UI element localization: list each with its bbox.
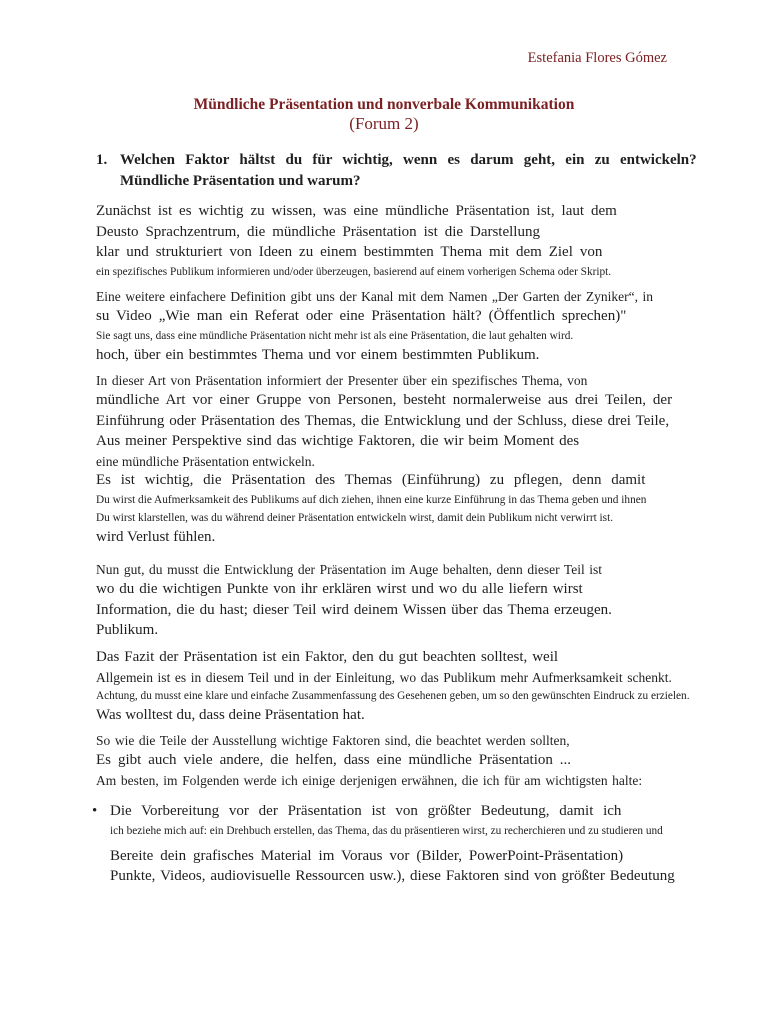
text-line: Es ist wichtig, die Präsentation des Themas (Einführung) zu pflegen, denn damit: [96, 472, 646, 488]
text-line: mündliche Art vor einer Gruppe von Personen, besteht normalerweise aus drei Teilen, der: [96, 392, 673, 408]
question-line-1: [96, 150, 697, 171]
text-line: Zunächst ist es wichtig zu wissen, was eine mündliche Präsentation ist, laut dem: [96, 203, 617, 219]
text-line: Punkte, Videos, audiovisuelle Ressourcen usw.), diese Faktoren sind von größter Bedeutung: [110, 868, 675, 884]
text-line: Sie sagt uns, dass eine mündliche Präsentation nicht mehr ist als eine Präsentation, die laut gehalten wird.: [96, 329, 574, 342]
text-line: eine mündliche Präsentation entwickeln.: [96, 453, 315, 469]
text-line: ich beziehe mich auf: ein Drehbuch erstellen, das Thema, das du präsentieren wirst, zu recherchieren und zu studieren und: [110, 824, 663, 837]
question-text: Welchen Faktor hältst du für wichtig, wenn es darum geht, ein zu entwickeln?: [120, 152, 697, 168]
text-line: ein spezifisches Publikum informieren und/oder überzeugen, basierend auf einem vorherigen Schema oder Skript.: [96, 265, 612, 278]
text-line: Aus meiner Perspektive sind das wichtige Faktoren, die wir beim Moment des: [96, 433, 580, 449]
paragraph-fazit: [96, 647, 688, 725]
text-line: Einführung oder Präsentation des Themas, die Entwicklung und der Schluss, diese drei Teile,: [96, 412, 670, 429]
text-line: So wie die Teile der Ausstellung wichtige Faktoren sind, die beachtet werden sollten,: [96, 733, 570, 748]
paragraph-drei-teile: [96, 371, 688, 471]
bullet-text: [110, 801, 688, 887]
text-line: Allgemein ist es in diesem Teil und in der Einleitung, wo das Publikum mehr Aufmerksamkeit schenkt.: [96, 669, 672, 685]
text-line: Information, die du hast; dieser Teil wird deinem Wissen über das Thema erzeugen.: [96, 601, 612, 618]
text-line: Was wolltest du, dass deine Präsentation hat.: [96, 706, 365, 723]
text-line: Deusto Sprachzentrum, die mündliche Präsentation ist die Darstellung: [96, 223, 540, 240]
text-line: In dieser Art von Präsentation informiert der Presenter über ein spezifisches Thema, von: [96, 373, 588, 388]
question-number: 1.: [96, 152, 108, 168]
text-line: Eine weitere einfachere Definition gibt uns der Kanal mit dem Namen „Der Garten der Zyniker“, in: [96, 289, 654, 304]
text-line: Es gibt auch viele andere, die helfen, dass eine mündliche Präsentation ...: [96, 752, 572, 768]
text-line: Nun gut, du musst die Entwicklung der Präsentation im Auge behalten, denn dieser Teil ist: [96, 562, 603, 577]
bullet-marker: •: [92, 803, 98, 819]
text-line: Du wirst klarstellen, was du während deiner Präsentation entwickeln wirst, damit dein Publikum nicht verwirrt ist.: [96, 511, 614, 524]
paragraph-weitere-faktoren: [96, 731, 688, 790]
text-line: Du wirst die Aufmerksamkeit des Publikums auf dich ziehen, ihnen eine kurze Einführung in das Thema geben und ihnen: [96, 493, 647, 506]
text-line: Achtung, du musst eine klare und einfache Zusammenfassung des Gesehenen geben, um so den gewünschten Eindruck zu erzielen.: [96, 689, 690, 702]
text-line: Die Vorbereitung vor der Präsentation ist von größter Bedeutung, damit ich: [110, 803, 622, 819]
text-line: hoch, über ein bestimmtes Thema und vor einem bestimmten Publikum.: [96, 346, 540, 363]
text-line: Publikum.: [96, 622, 159, 638]
text-line: Am besten, im Folgenden werde ich einige derjenigen erwähnen, die ich für am wichtigsten halte:: [96, 772, 643, 788]
text-line: su Video „Wie man ein Referat oder eine Präsentation hält? (Öffentlich sprechen)": [96, 308, 627, 324]
paragraph-definition-deusto: [96, 201, 688, 281]
text-line: wo du die wichtigen Punkte von ihr erklären wirst und wo du alle liefern wirst: [96, 581, 583, 597]
document-title: Mündliche Präsentation und nonverbale Kommunikation: [193, 96, 575, 113]
question-1: [96, 150, 697, 192]
bullet-item-vorbereitung: [92, 801, 688, 887]
author-name: Estefania Flores Gómez: [527, 50, 667, 66]
document-subtitle: (Forum 2): [349, 114, 419, 133]
question-line-2: Mündliche Präsentation und warum?: [120, 173, 361, 189]
paragraph-einfuehrung: [96, 470, 688, 547]
text-line: wird Verlust fühlen.: [96, 528, 216, 545]
text-line: Bereite dein grafisches Material im Voraus vor (Bilder, PowerPoint-Präsentation): [110, 847, 624, 864]
paragraph-entwicklung: [96, 560, 688, 641]
text-line: klar und strukturiert von Ideen zu einem bestimmten Thema mit dem Ziel von: [96, 244, 603, 260]
text-line: Das Fazit der Präsentation ist ein Faktor, den du gut beachten solltest, weil: [96, 649, 559, 665]
paragraph-definition-kanal: [96, 287, 688, 365]
